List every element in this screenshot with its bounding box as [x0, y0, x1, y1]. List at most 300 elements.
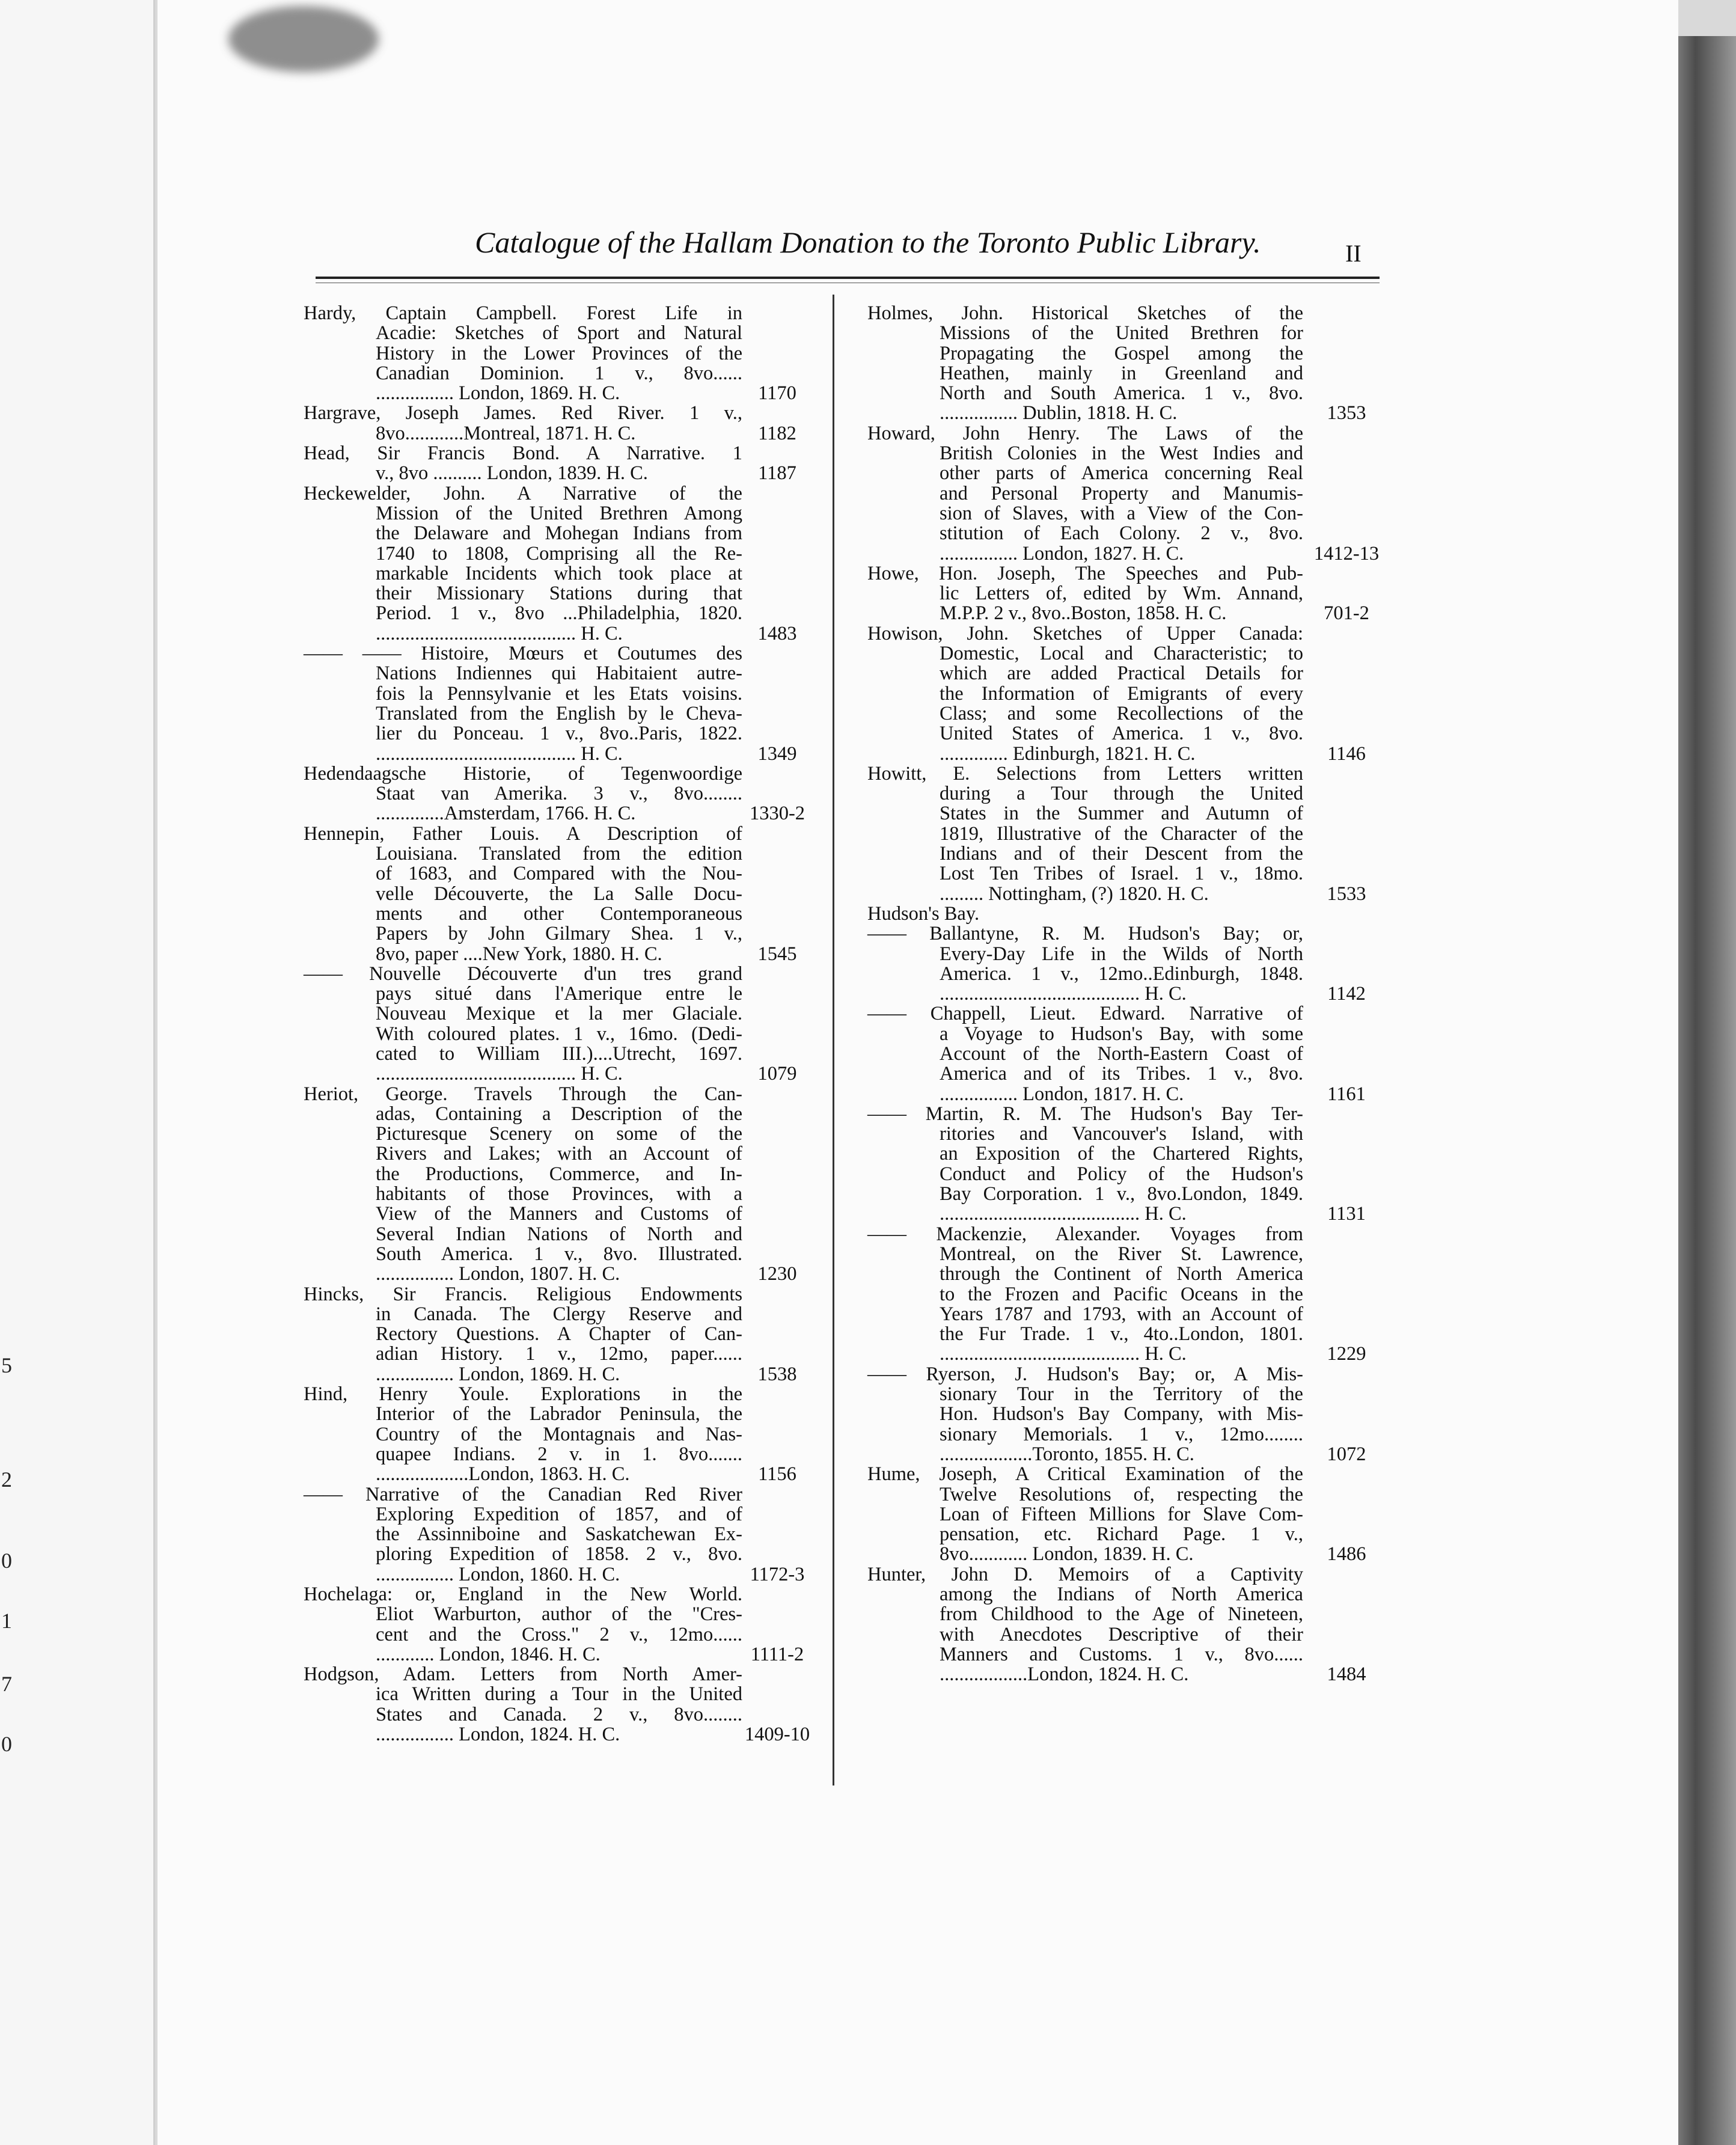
- right-column: [867, 304, 1303, 1684]
- entry-line: Head, Sir Francis Bond. A Narrative. 1: [304, 442, 742, 465]
- entry-line: from Childhood to the Age of Nineteen,: [940, 1603, 1303, 1626]
- accession-number: 1545: [757, 943, 797, 965]
- facing-page-edge: [0, 0, 155, 2145]
- entry-line: ...................Toronto, 1855. H. C.: [940, 1443, 1194, 1465]
- entry-line: ................ London, 1824. H. C.: [376, 1724, 620, 1746]
- entry-line: Several Indian Nations of North and: [376, 1223, 742, 1245]
- catalogue-entry: [304, 484, 742, 644]
- number-spacer: [738, 1544, 816, 1564]
- entry-line: ica Written during a Tour in the United: [376, 1683, 742, 1706]
- entry-line: Hedendaagsche Historie, of Tegenwoordige: [304, 762, 742, 785]
- number-spacer: [1307, 964, 1386, 984]
- entry-line: ......................................... H. C.: [376, 742, 623, 765]
- number-spacer: [1307, 1525, 1386, 1544]
- number-spacer: [738, 544, 816, 564]
- number-spacer: [738, 1485, 816, 1505]
- entry-line: —— Nouvelle Découverte d'un tres grand: [304, 962, 742, 985]
- entry-line: ................ London, 1869. H. C.: [376, 1363, 620, 1385]
- accession-number: 701-2: [1324, 602, 1369, 625]
- right-accession-numbers: [1307, 304, 1386, 1684]
- accession-number: 1156: [758, 1463, 796, 1486]
- number-spacer: [738, 304, 816, 323]
- number-spacer: [738, 1144, 816, 1164]
- catalogue-entry: [304, 1085, 742, 1285]
- entry-line: ................ Dublin, 1818. H. C.: [940, 402, 1178, 424]
- facing-page-margin-number: 2: [1, 1467, 12, 1492]
- number-spacer: [1307, 364, 1386, 384]
- number-spacer: [738, 1104, 816, 1124]
- number-spacer: [1307, 1585, 1386, 1605]
- entry-line: lier du Ponceau. 1 v., 8vo..Paris, 1822.: [376, 723, 742, 745]
- scan-smudge: [228, 6, 379, 72]
- entry-line: the Fur Trade. 1 v., 4to..London, 1801.: [940, 1323, 1303, 1345]
- accession-number: 1538: [757, 1363, 797, 1385]
- number-spacer: [738, 1004, 816, 1024]
- entry-line: sionary Memorials. 1 v., 12mo........: [940, 1423, 1303, 1445]
- accession-number: 1483: [757, 622, 797, 644]
- entry-line: Hargrave, Joseph James. Red River. 1 v.,: [304, 402, 742, 424]
- number-spacer: [1307, 1404, 1386, 1424]
- number-spacer: [1307, 644, 1386, 664]
- number-spacer: [738, 323, 816, 343]
- entry-line: among the Indians of North America: [940, 1584, 1303, 1605]
- number-spacer: [1307, 1004, 1386, 1024]
- number-spacer: [738, 484, 816, 504]
- entry-line: Mission of the United Brethren Among: [376, 502, 742, 524]
- entry-line: ................ London, 1817. H. C.: [940, 1083, 1184, 1105]
- entry-line: ......................................... H. C.: [376, 1063, 623, 1085]
- left-column: [304, 304, 742, 1745]
- entry-line: Louisiana. Translated from the edition: [376, 843, 742, 865]
- catalogue-entry: [304, 1585, 742, 1665]
- entry-line: Howitt, E. Selections from Letters written: [867, 762, 1303, 785]
- entry-line: Hudson's Bay.: [867, 902, 980, 925]
- entry-line: Picturesque Scenery on some of the: [376, 1123, 742, 1145]
- number-spacer: [738, 1184, 816, 1204]
- number-spacer: [738, 1445, 816, 1464]
- entry-line: —— Chappell, Lieut. Edward. Narrative of: [867, 1003, 1303, 1025]
- entry-line: v., 8vo .......... London, 1839. H. C.: [376, 462, 648, 485]
- number-spacer: [738, 504, 816, 524]
- entry-line: —— Mackenzie, Alexander. Voyages from: [867, 1223, 1303, 1245]
- entry-line: Twelve Resolutions of, respecting the: [940, 1483, 1303, 1505]
- entry-line: British Colonies in the West Indies and: [940, 442, 1303, 465]
- entry-line: Rivers and Lakes; with an Account of: [376, 1143, 742, 1165]
- number-spacer: [1307, 1645, 1386, 1665]
- column-divider: [833, 295, 834, 1785]
- entry-line: Acadie: Sketches of Sport and Natural: [376, 322, 742, 344]
- entry-line: United States of America. 1 v., 8vo.: [940, 723, 1303, 745]
- entry-line: fois la Pennsylvanie et les Etats voisins.: [376, 682, 742, 705]
- number-spacer: [1307, 1244, 1386, 1264]
- entry-line: ......................................... H. C.: [940, 1343, 1187, 1365]
- entry-line: quapee Indians. 2 v. in 1. 8vo.......: [376, 1443, 742, 1465]
- number-spacer: [738, 1324, 816, 1344]
- number-spacer: [738, 1404, 816, 1424]
- number-spacer: [1307, 1225, 1386, 1244]
- entry-line: Country of the Montagnais and Nas-: [376, 1423, 742, 1445]
- number-spacer: [738, 824, 816, 844]
- number-spacer: [738, 1585, 816, 1605]
- number-spacer: [1307, 844, 1386, 864]
- catalogue-entry: [304, 964, 742, 1085]
- number-spacer: [738, 704, 816, 724]
- entry-line: Hochelaga: or, England in the New World.: [304, 1584, 742, 1605]
- entry-line: markable Incidents which took place at: [376, 562, 742, 584]
- entry-line: ............ London, 1846. H. C.: [376, 1643, 601, 1665]
- number-spacer: [738, 604, 816, 623]
- entry-line: of 1683, and Compared with the Nou-: [376, 863, 742, 885]
- accession-number: 1484: [1327, 1663, 1366, 1686]
- entry-line: Heriot, George. Travels Through the Can-: [304, 1083, 742, 1105]
- entry-line: through the Continent of North America: [940, 1263, 1303, 1285]
- number-spacer: [738, 1124, 816, 1144]
- accession-number: 1187: [758, 462, 796, 485]
- entry-line: ................ London, 1860. H. C.: [376, 1563, 620, 1585]
- accession-number: 1131: [1327, 1203, 1366, 1225]
- accession-number: 1111-2: [750, 1643, 804, 1665]
- entry-line: pensation, etc. Richard Page. 1 v.,: [940, 1523, 1303, 1546]
- entry-line: lic Letters of, edited by Wm. Annand,: [940, 583, 1303, 605]
- number-spacer: [1307, 924, 1386, 944]
- number-spacer: [738, 1244, 816, 1264]
- entry-line: Howison, John. Sketches of Upper Canada:: [867, 622, 1303, 644]
- entry-line: 8vo............Montreal, 1871. H. C.: [376, 422, 636, 444]
- number-spacer: [738, 844, 816, 864]
- entry-line: 8vo............ London, 1839. H. C.: [940, 1543, 1194, 1565]
- entry-line: 1819, Illustrative of the Character of the: [940, 822, 1303, 845]
- entry-line: during a Tour through the United: [940, 783, 1303, 805]
- catalogue-entry: [304, 824, 742, 964]
- number-spacer: [1307, 1044, 1386, 1064]
- catalogue-entry: [867, 1565, 1303, 1685]
- accession-number: 1072: [1327, 1443, 1366, 1465]
- accession-number: 1170: [758, 382, 796, 405]
- catalogue-entry: [304, 644, 742, 764]
- entry-line: America. 1 v., 12mo..Edinburgh, 1848.: [940, 962, 1303, 985]
- entry-line: with Anecdotes Descriptive of their: [940, 1623, 1303, 1645]
- catalogue-entry: [867, 764, 1303, 904]
- number-spacer: [738, 1525, 816, 1544]
- number-spacer: [1307, 304, 1386, 323]
- entry-line: other parts of America concerning Real: [940, 462, 1303, 485]
- entry-line: which are added Practical Details for: [940, 662, 1303, 685]
- catalogue-entry: [304, 1385, 742, 1484]
- entry-line: ..............Amsterdam, 1766. H. C.: [376, 803, 636, 825]
- catalogue-entry: [304, 1285, 742, 1385]
- accession-number: 1486: [1327, 1543, 1366, 1565]
- entry-line: Hind, Henry Youle. Explorations in the: [304, 1383, 742, 1406]
- entry-line: States and Canada. 2 v., 8vo........: [376, 1703, 742, 1725]
- entry-line: cent and the Cross." 2 v., 12mo......: [376, 1623, 742, 1645]
- entry-line: adas, Containing a Description of the: [376, 1103, 742, 1125]
- number-spacer: [738, 884, 816, 904]
- number-spacer: [1307, 1425, 1386, 1445]
- entry-line: ......... Nottingham, (?) 1820. H. C.: [940, 883, 1209, 905]
- entry-line: ritories and Vancouver's Island, with: [940, 1123, 1303, 1145]
- entry-line: Rectory Questions. A Chapter of Can-: [376, 1323, 742, 1345]
- number-spacer: [738, 524, 816, 543]
- number-spacer: [1307, 1124, 1386, 1144]
- number-spacer: [738, 984, 816, 1004]
- entry-line: America and of its Tribes. 1 v., 8vo.: [940, 1063, 1303, 1085]
- entry-line: History in the Lower Provinces of the: [376, 342, 742, 364]
- entry-line: pays situé dans l'Amerique entre le: [376, 983, 742, 1005]
- number-spacer: [738, 403, 816, 423]
- entry-line: —— —— Histoire, Mœurs et Coutumes des: [304, 643, 742, 665]
- entry-line: South America. 1 v., 8vo. Illustrated.: [376, 1243, 742, 1265]
- entry-line: ..................London, 1824. H. C.: [940, 1663, 1189, 1686]
- number-spacer: [1307, 1505, 1386, 1525]
- entry-line: Heckewelder, John. A Narrative of the: [304, 482, 742, 504]
- entry-line: Hunter, John D. Memoirs of a Captivity: [867, 1563, 1303, 1585]
- number-spacer: [738, 1705, 816, 1725]
- entry-line: —— Narrative of the Canadian Red River: [304, 1483, 742, 1505]
- number-spacer: [738, 1285, 816, 1305]
- number-spacer: [738, 764, 816, 784]
- catalogue-entry: [867, 304, 1303, 424]
- number-spacer: [1307, 1365, 1386, 1385]
- accession-number: [1307, 904, 1386, 924]
- entry-line: —— Ryerson, J. Hudson's Bay; or, A Mis-: [867, 1363, 1303, 1385]
- number-spacer: [1307, 1064, 1386, 1084]
- catalogue-entry: [867, 424, 1303, 564]
- number-spacer: [1307, 1144, 1386, 1164]
- number-spacer: [738, 364, 816, 384]
- entry-line: habitants of those Provinces, with a: [376, 1183, 742, 1205]
- entry-line: velle Découverte, the La Salle Docu-: [376, 883, 742, 905]
- number-spacer: [738, 1385, 816, 1404]
- accession-number: 1172-3: [750, 1563, 805, 1585]
- entry-line: an Exposition of the Chartered Rights,: [940, 1143, 1303, 1165]
- number-spacer: [738, 344, 816, 364]
- entry-line: Hincks, Sir Francis. Religious Endowments: [304, 1283, 742, 1305]
- accession-number: 1146: [1327, 742, 1366, 765]
- entry-line: Hume, Joseph, A Critical Examination of the: [867, 1463, 1303, 1486]
- page-fore-edge: [1678, 36, 1736, 2145]
- number-spacer: [738, 644, 816, 664]
- catalogue-entry: [304, 304, 742, 403]
- number-spacer: [738, 444, 816, 464]
- number-spacer: [738, 1605, 816, 1624]
- number-spacer: [1307, 944, 1386, 964]
- number-spacer: [738, 1044, 816, 1064]
- entry-line: ................ London, 1807. H. C.: [376, 1263, 620, 1285]
- number-spacer: [738, 1305, 816, 1324]
- number-spacer: [1307, 624, 1386, 644]
- number-spacer: [738, 564, 816, 584]
- entry-line: Missions of the United Brethren for: [940, 322, 1303, 344]
- entry-line: Papers by John Gilmary Shea. 1 v.,: [376, 923, 742, 945]
- accession-number: 1349: [757, 742, 797, 765]
- entry-line: Manners and Customs. 1 v., 8vo......: [940, 1643, 1303, 1665]
- number-spacer: [738, 684, 816, 704]
- entry-line: Holmes, John. Historical Sketches of the: [867, 302, 1303, 324]
- entry-line: ments and other Contemporaneous: [376, 902, 742, 925]
- entry-line: —— Ballantyne, R. M. Hudson's Bay; or,: [867, 923, 1303, 945]
- entry-line: Loan of Fifteen Millions for Slave Com-: [940, 1503, 1303, 1525]
- entry-line: Eliot Warburton, author of the "Cres-: [376, 1603, 742, 1626]
- entry-line: ......................................... H. C.: [940, 1203, 1187, 1225]
- catalogue-entry: [304, 764, 742, 824]
- number-spacer: [1307, 344, 1386, 364]
- entry-line: their Missionary Stations during that: [376, 583, 742, 605]
- entry-line: sionary Tour in the Territory of the: [940, 1383, 1303, 1406]
- number-spacer: [1307, 684, 1386, 704]
- number-spacer: [738, 1164, 816, 1184]
- accession-number: 1142: [1327, 983, 1366, 1005]
- number-spacer: [1307, 1324, 1386, 1344]
- entry-line: Howe, Hon. Joseph, The Speeches and Pub-: [867, 562, 1303, 584]
- catalogue-entry: [867, 564, 1303, 624]
- number-spacer: [1307, 1485, 1386, 1505]
- entry-line: ................ London, 1827. H. C.: [940, 542, 1184, 565]
- number-spacer: [1307, 384, 1386, 403]
- entry-line: .............. Edinburgh, 1821. H. C.: [940, 742, 1196, 765]
- facing-page-margin-number: 0: [1, 1549, 12, 1573]
- number-spacer: [738, 924, 816, 944]
- left-accession-numbers: [738, 304, 816, 1745]
- number-spacer: [738, 964, 816, 984]
- entry-line: 1740 to 1808, Comprising all the Re-: [376, 542, 742, 565]
- entry-line: adian History. 1 v., 12mo, paper......: [376, 1343, 742, 1365]
- number-spacer: [1307, 524, 1386, 543]
- number-spacer: [1307, 1264, 1386, 1284]
- number-spacer: [1307, 804, 1386, 824]
- number-spacer: [1307, 464, 1386, 483]
- number-spacer: [1307, 784, 1386, 804]
- accession-number: 1533: [1327, 883, 1366, 905]
- catalogue-entry: [867, 1225, 1303, 1365]
- entry-line: With coloured plates. 1 v., 16mo. (Dedi-: [376, 1023, 742, 1045]
- running-head: Catalogue of the Hallam Donation to the Toronto Public Library.: [475, 225, 1261, 259]
- number-spacer: [1307, 1024, 1386, 1044]
- catalogue-entry: [867, 904, 1303, 924]
- accession-number: 1079: [757, 1063, 797, 1085]
- number-spacer: [1307, 1285, 1386, 1305]
- facing-page-margin-number: 7: [1, 1672, 12, 1696]
- entry-line: 8vo, paper ....New York, 1880. H. C.: [376, 943, 662, 965]
- number-spacer: [1307, 824, 1386, 844]
- number-spacer: [1307, 1565, 1386, 1585]
- entry-line: Lost Ten Tribes of Israel. 1 v., 18mo.: [940, 863, 1303, 885]
- entry-line: North and South America. 1 v., 8vo.: [940, 382, 1303, 405]
- entry-line: M.P.P. 2 v., 8vo..Boston, 1858. H. C.: [940, 602, 1227, 625]
- entry-line: the Delaware and Mohegan Indians from: [376, 522, 742, 545]
- facing-page-margin-number: 0: [1, 1732, 12, 1756]
- number-spacer: [1307, 724, 1386, 744]
- number-spacer: [1307, 1464, 1386, 1484]
- number-spacer: [1307, 323, 1386, 343]
- number-spacer: [1307, 1605, 1386, 1624]
- accession-number: 1330-2: [749, 803, 805, 825]
- catalogue-entry: [867, 924, 1303, 1004]
- catalogue-entry: [867, 1365, 1303, 1464]
- entry-line: Nouveau Mexique et la mer Glaciale.: [376, 1003, 742, 1025]
- accession-number: 1412-13: [1313, 542, 1380, 565]
- number-spacer: [738, 1625, 816, 1645]
- accession-number: 1409-10: [744, 1724, 810, 1746]
- catalogue-entry: [867, 1464, 1303, 1564]
- number-spacer: [738, 1425, 816, 1445]
- entry-line: Howard, John Henry. The Laws of the: [867, 422, 1303, 444]
- catalogue-entry: [304, 1485, 742, 1585]
- number-spacer: [738, 724, 816, 744]
- entry-line: the Assinniboine and Saskatchewan Ex-: [376, 1523, 742, 1546]
- entry-line: to the Frozen and Pacific Oceans in the: [940, 1283, 1303, 1305]
- number-spacer: [1307, 1184, 1386, 1204]
- number-spacer: [738, 1024, 816, 1044]
- number-spacer: [1307, 1104, 1386, 1124]
- facing-page-margin-number: 5: [1, 1353, 12, 1377]
- accession-number: 1353: [1327, 402, 1366, 424]
- header-rule: [316, 277, 1380, 279]
- number-spacer: [1307, 704, 1386, 724]
- number-spacer: [738, 1085, 816, 1104]
- entry-line: Hardy, Captain Campbell. Forest Life in: [304, 302, 742, 324]
- number-spacer: [1307, 484, 1386, 504]
- number-spacer: [1307, 664, 1386, 684]
- facing-page-margin-number: 1: [1, 1609, 12, 1633]
- number-spacer: [738, 664, 816, 684]
- entry-line: Translated from the English by le Cheva-: [376, 702, 742, 724]
- entry-line: Interior of the Labrador Peninsula, the: [376, 1403, 742, 1425]
- entry-line: Hodgson, Adam. Letters from North Amer-: [304, 1663, 742, 1686]
- entry-line: Bay Corporation. 1 v., 8vo.London, 1849.: [940, 1183, 1303, 1205]
- entry-line: in Canada. The Clergy Reserve and: [376, 1303, 742, 1325]
- number-spacer: [738, 584, 816, 604]
- entry-line: Indians and of their Descent from the: [940, 843, 1303, 865]
- number-spacer: [738, 784, 816, 804]
- accession-number: 1230: [757, 1263, 797, 1285]
- entry-line: Montreal, on the River St. Lawrence,: [940, 1243, 1303, 1265]
- catalogue-entry: [867, 624, 1303, 764]
- entry-line: Hennepin, Father Louis. A Description of: [304, 822, 742, 845]
- number-spacer: [738, 904, 816, 924]
- number-spacer: [1307, 1625, 1386, 1645]
- entry-line: States in the Summer and Autumn of: [940, 803, 1303, 825]
- entry-line: Propagating the Gospel among the: [940, 342, 1303, 364]
- entry-line: Conduct and Policy of the Hudson's: [940, 1163, 1303, 1185]
- entry-line: cated to William III.)....Utrecht, 1697.: [376, 1042, 742, 1065]
- entry-line: ...................London, 1863. H. C.: [376, 1463, 630, 1486]
- entry-line: the Productions, Commerce, and In-: [376, 1163, 742, 1185]
- entry-line: ................ London, 1869. H. C.: [376, 382, 620, 405]
- number-spacer: [1307, 444, 1386, 464]
- catalogue-entry: [304, 403, 742, 444]
- number-spacer: [1307, 564, 1386, 584]
- number-spacer: [738, 1225, 816, 1244]
- entry-line: Heathen, mainly in Greenland and: [940, 362, 1303, 384]
- number-spacer: [1307, 1305, 1386, 1324]
- entry-line: Staat van Amerika. 3 v., 8vo........: [376, 783, 742, 805]
- entry-line: Class; and some Recollections of the: [940, 702, 1303, 724]
- entry-line: View of the Manners and Customs of: [376, 1203, 742, 1225]
- number-spacer: [738, 1204, 816, 1224]
- entry-line: Period. 1 v., 8vo ...Philadelphia, 1820.: [376, 602, 742, 625]
- number-spacer: [738, 1344, 816, 1364]
- entry-line: Domestic, Local and Characteristic; to: [940, 643, 1303, 665]
- number-spacer: [1307, 584, 1386, 604]
- catalogue-entry: [867, 1104, 1303, 1225]
- entry-line: —— Martin, R. M. The Hudson's Bay Ter-: [867, 1103, 1303, 1125]
- entry-line: Canadian Dominion. 1 v., 8vo......: [376, 362, 742, 384]
- accession-number: 1182: [758, 422, 796, 444]
- accession-number: 1229: [1327, 1343, 1366, 1365]
- entry-line: and Personal Property and Manumis-: [940, 482, 1303, 504]
- catalogue-entry: [304, 1665, 742, 1745]
- accession-number: 1161: [1327, 1083, 1366, 1105]
